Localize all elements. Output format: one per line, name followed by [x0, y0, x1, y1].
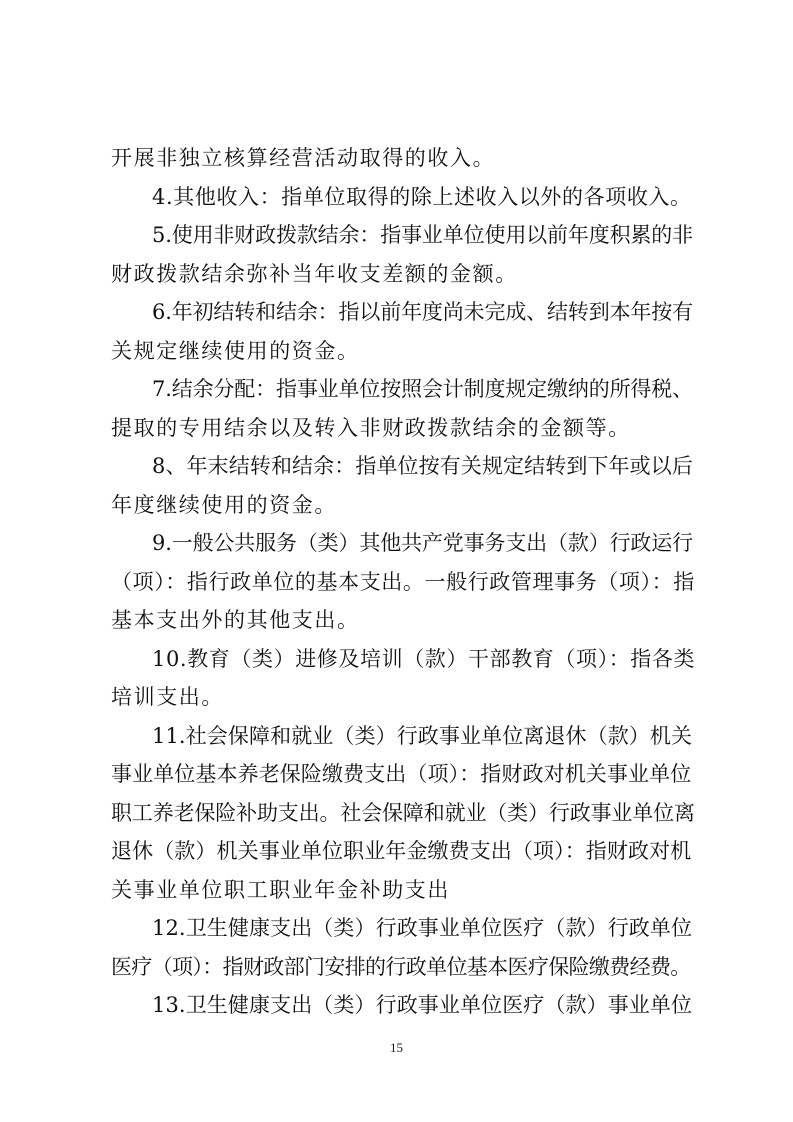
text-line: 事业单位基本养老保险缴费支出（项）：指财政对机关事业单位	[111, 762, 692, 786]
text-line: 财政拨款结余弥补当年收支差额的金额。	[111, 261, 518, 286]
text-line: 关事业单位职工职业年金补助支出	[111, 877, 450, 902]
body-text	[111, 139, 696, 1025]
text-line: 提取的专用结余以及转入非财政拨款结余的金额等。	[111, 415, 631, 440]
text-line: 11.社会保障和就业（类）行政事业单位离退休（款）机关	[152, 723, 693, 748]
text-line: 8、年末结转和结余：指单位按有关规定结转到下年或以后	[152, 454, 693, 478]
text-line: （项）：指行政单位的基本支出。一般行政管理事务（项）：指	[111, 569, 695, 594]
text-line: 6.年初结转和结余：指以前年度尚未完成、结转到本年按有	[152, 300, 693, 324]
text-line: 9.一般公共服务（类）其他共产党事务支出（款）行政运行	[152, 531, 693, 555]
text-line: 退休（款）机关事业单位职业年金缴费支出（项）：指财政对机	[111, 839, 692, 863]
page-number: 15	[390, 1040, 403, 1055]
text-line: 开展非独立核算经营活动取得的收入。	[111, 146, 496, 170]
text-line: 医疗（项）：指财政部门安排的行政单位基本医疗保险缴费经费。	[111, 954, 691, 979]
text-line: 5.使用非财政拨款结余：指事业单位使用以前年度积累的非	[152, 223, 693, 247]
text-line: 12.卫生健康支出（类）行政事业单位医疗（款）行政单位	[152, 916, 693, 940]
text-line: 4.其他收入：指单位取得的除上述收入以外的各项收入。	[152, 184, 692, 209]
text-line: 10.教育（类）进修及培训（款）干部教育（项）：指各类	[152, 646, 696, 671]
text-line: 职工养老保险补助支出。社会保障和就业（类）行政事业单位离	[111, 800, 695, 825]
text-line: 年度继续使用的资金。	[111, 492, 337, 517]
text-line: 7.结余分配：指事业单位按照会计制度规定缴纳的所得税、	[152, 377, 693, 401]
text-line: 13.卫生健康支出（类）行政事业单位医疗（款）事业单位	[152, 993, 693, 1017]
text-line: 关规定继续使用的资金。	[111, 338, 360, 363]
text-line: 培训支出。	[111, 685, 224, 709]
text-line: 基本支出外的其他支出。	[111, 608, 360, 632]
